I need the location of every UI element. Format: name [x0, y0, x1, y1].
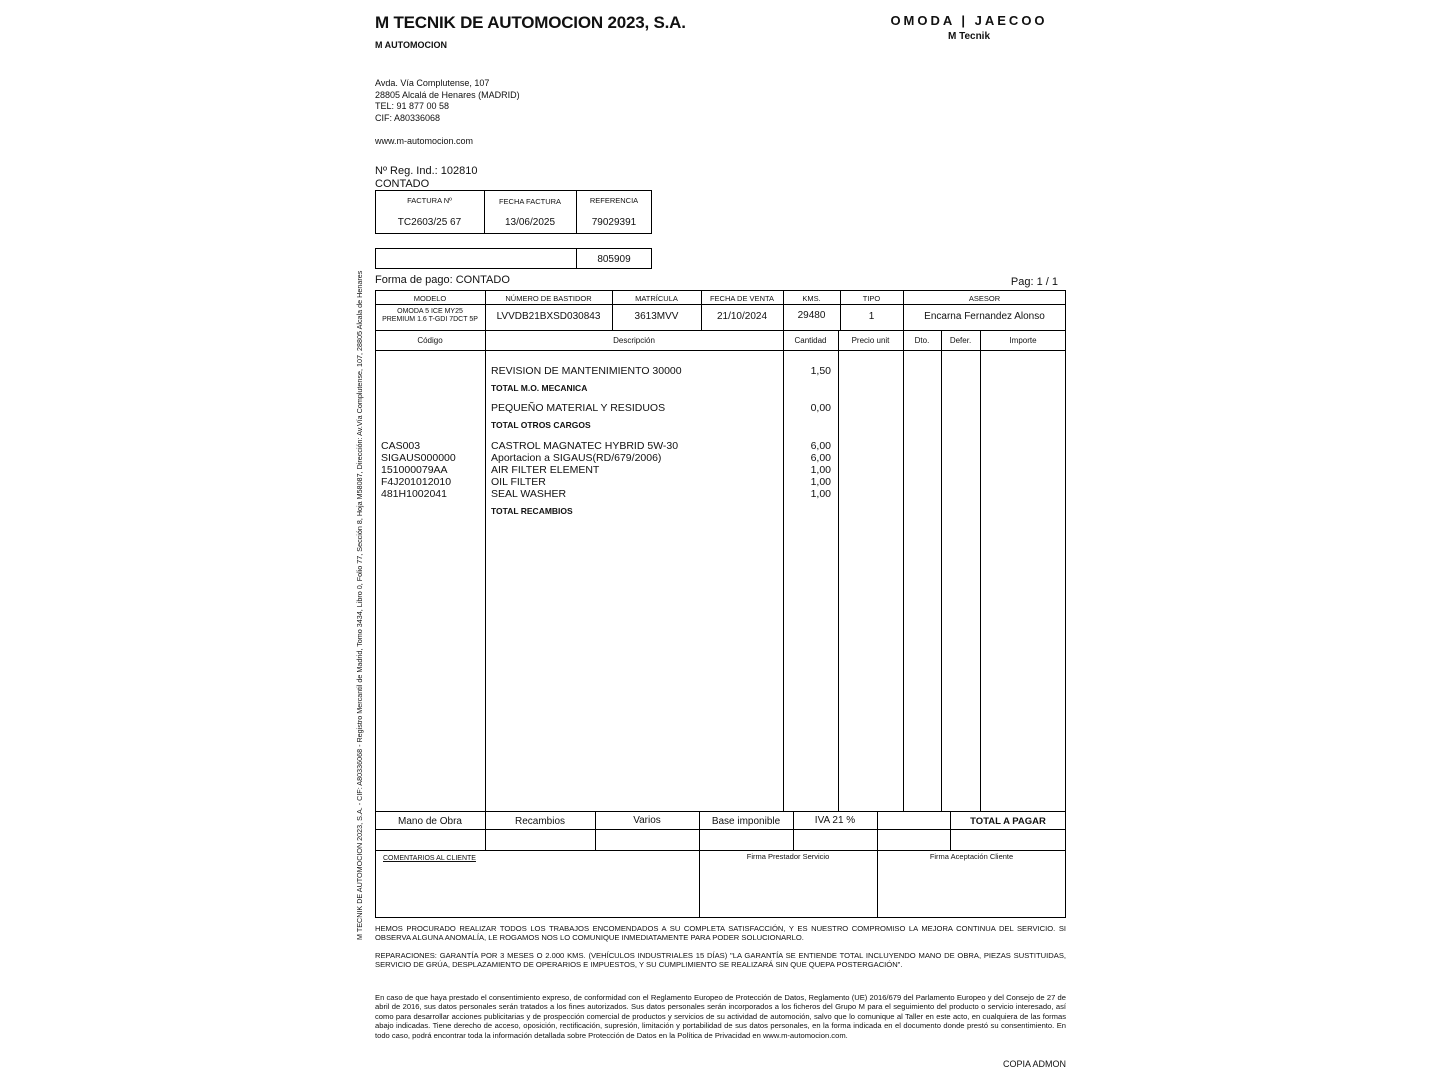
vehicle-kms-header: KMS. [802, 294, 821, 303]
part-description: SEAL WASHER [491, 488, 567, 500]
warranty-notice: REPARACIONES: GARANTÍA POR 3 MESES O 2.000 KMS. (VEHÍCULOS INDUSTRIALES 15 DÍAS) "LA GARANTÍA SE ENTIENDE TOTAL INCLUYENDO MANO DE OBRA, PIEZAS SUSTITUIDAS, SERVICIO DE GRÚA, DESPLAZAMIENTO DE OPERARIOS E IMPUESTOS, Y SU CUMPLIMIENTO SE REALIZARÁ SIN QUE QUEPA POSTERGACIÓN". [375, 951, 1066, 970]
address-line: 28805 Alcalá de Henares (MADRID) [375, 89, 520, 100]
vehicle-sale-date-header: FECHA DE VENTA [709, 294, 775, 303]
part-code: 481H1002041 [381, 488, 447, 500]
logo-brand: OMODA | JAECOO [890, 13, 1048, 28]
copy-label: COPIA ADMON [1002, 1059, 1066, 1069]
vehicle-model-line1: OMODA 5 ICE MY25 [397, 308, 463, 315]
invoice-date-header: FECHA FACTURA [498, 197, 562, 206]
part-quantity: 1,00 [810, 488, 831, 500]
items-discount-header: Dto. [914, 336, 930, 345]
items-description-header: Descripción [613, 336, 655, 345]
items-unit-price-header: Precio unit [851, 336, 890, 345]
vehicle-vin: LVVDB21BXSD030843 [496, 311, 601, 322]
reg-ind: Nº Reg. Ind.: 102810 [375, 165, 478, 177]
part-quantity: 1,00 [810, 476, 831, 488]
items-amount-header: Importe [1009, 336, 1037, 345]
part-description: AIR FILTER ELEMENT [491, 464, 600, 476]
part-description: OIL FILTER [491, 476, 546, 488]
part-code: F4J201012010 [381, 476, 452, 488]
labor-total-label: TOTAL M.O. MECANICA [491, 383, 588, 393]
invoice-reference-header: REFERENCIA [589, 196, 639, 205]
invoice-number-header: FACTURA Nº [407, 196, 452, 205]
brand-logo [876, 13, 1062, 42]
client-code: 805909 [597, 254, 631, 265]
vehicle-sale-date: 21/10/2024 [716, 311, 768, 322]
page-number: Pag: 1 / 1 [1010, 276, 1058, 288]
vehicle-plate: 3613MVV [634, 311, 679, 322]
invoice-date: 13/06/2025 [504, 217, 556, 228]
address-line: Avda. Vía Complutense, 107 [375, 78, 490, 88]
comments-label: COMENTARIOS AL CLIENTE [383, 855, 476, 862]
registry-block [375, 165, 477, 191]
tax-base-label: Base imponible [711, 816, 781, 827]
company-subname: M AUTOMOCION [375, 40, 447, 50]
total-to-pay-label: TOTAL A PAGAR [970, 816, 1046, 827]
vehicle-kms: 29480 [797, 310, 826, 321]
satisfaction-notice: HEMOS PROCURADO REALIZAR TODOS LOS TRABAJOS ENCOMENDADOS A SU COMPLETA SATISFACCIÓN, Y ES NUESTRO COMPROMISO LA MEJORA CONTINUA DEL SERVICIO. SI OBSERVA ALGUNA ANOMALÍA, LE ROGAMOS NOS LO COMUNIQUE INMEDIATAMENTE PARA PODER SOLUCIONARLO. [375, 924, 1066, 943]
total-misc-label: Varios [633, 815, 661, 826]
part-code: SIGAUS000000 [381, 452, 456, 464]
company-website: www.m-automocion.com [375, 136, 474, 146]
items-quantity-header: Cantidad [794, 336, 827, 345]
vehicle-model-header: MODELO [413, 294, 447, 303]
total-labor-label: Mano de Obra [398, 816, 462, 827]
total-parts-label: Recambios [514, 816, 566, 827]
part-description: CASTROL MAGNATEC HYBRID 5W-30 [491, 440, 679, 452]
invoice-number: TC2603/25 67 [397, 217, 462, 228]
labor-description: REVISION DE MANTENIMIENTO 30000 [491, 365, 682, 377]
data-protection-notice: En caso de que haya prestado el consentimiento expreso, de conformidad con el Reglamento Europeo de Protección de Datos, Reglamento (UE) 2016/679 del Parlamento Europeo y del Consejo de 27 de abril de 2016, sus datos personales serán tratados a los fines autorizados. Sus datos personales serán incorporados a los ficheros del Grupo M para el seguimiento del producto o servicio interesado, así como para desarrollar acciones publicitarias y de prospección comercial de productos y servicios de su actividad de automoción, salvo que lo comunique al Taller en este acto, en cualquiera de las formas abajo indicadas. Tiene derecho de acceso, oposición, rectificación, supresión, limitación y portabilidad de sus datos personales, en la forma indicada en el documento donde prestó su consentimiento. En todo caso, podrá encontrar toda la información detallada sobre Protección de Datos en la Política de Privacidad en www.m-automocion.com. [375, 993, 1066, 1040]
part-code: CAS003 [381, 440, 421, 452]
labor-quantity: 1,50 [810, 365, 831, 377]
part-quantity: 6,00 [810, 452, 831, 464]
client-signature-label: Firma Aceptación Cliente [929, 852, 1014, 861]
parts-total-label: TOTAL RECAMBIOS [491, 506, 573, 516]
other-total-label: TOTAL OTROS CARGOS [491, 420, 591, 430]
payment-method: Forma de pago: CONTADO [375, 274, 510, 286]
logo-sub: M Tecnik [947, 31, 991, 42]
parts-descriptions [491, 440, 678, 500]
vehicle-type-header: TIPO [862, 294, 881, 303]
other-description: PEQUEÑO MATERIAL Y RESIDUOS [491, 402, 666, 414]
part-quantity: 1,00 [810, 464, 831, 476]
parts-quantities [783, 440, 831, 500]
part-quantity: 6,00 [810, 440, 831, 452]
parts-codes [381, 440, 456, 500]
address-line: CIF: A80336068 [375, 112, 441, 123]
company-name: M TECNIK DE AUTOMOCION 2023, S.A. [375, 13, 686, 32]
provider-signature-label: Firma Prestador Servicio [746, 852, 830, 861]
other-quantity: 0,00 [810, 402, 831, 414]
vehicle-type: 1 [868, 311, 875, 322]
part-code: 151000079AA [381, 464, 448, 476]
vehicle-advisor-header: ASESOR [968, 294, 1001, 303]
side-registry-text: M TECNIK DE AUTOMOCION 2023, S.A. - CIF: A80336068 - Registro Mercantil de Madrid, Tomo 3434, Libro 0, Folio 77, Sección 8, Hoja M58087, Dirección: Av.Vía Complutense, 107, 28805 Alcala de Henares [355, 270, 364, 940]
company-address [375, 78, 520, 124]
vehicle-model [375, 308, 485, 324]
invoice-reference: 79029391 [591, 217, 637, 228]
vat-label: IVA 21 % [814, 815, 856, 826]
items-deferred-header: Defer. [949, 336, 972, 345]
vehicle-advisor: Encarna Fernandez Alonso [924, 311, 1045, 322]
vehicle-plate-header: MATRÍCULA [635, 294, 678, 303]
part-description: Aportacion a SIGAUS(RD/679/2006) [491, 452, 662, 464]
items-code-header: Código [417, 336, 443, 345]
vehicle-vin-header: NÚMERO DE BASTIDOR [505, 294, 592, 303]
payment-type: CONTADO [375, 178, 430, 190]
vehicle-model-line2: PREMIUM 1.6 T-GDI 7DCT 5P [382, 316, 478, 323]
address-line: TEL: 91 877 00 58 [375, 101, 450, 111]
